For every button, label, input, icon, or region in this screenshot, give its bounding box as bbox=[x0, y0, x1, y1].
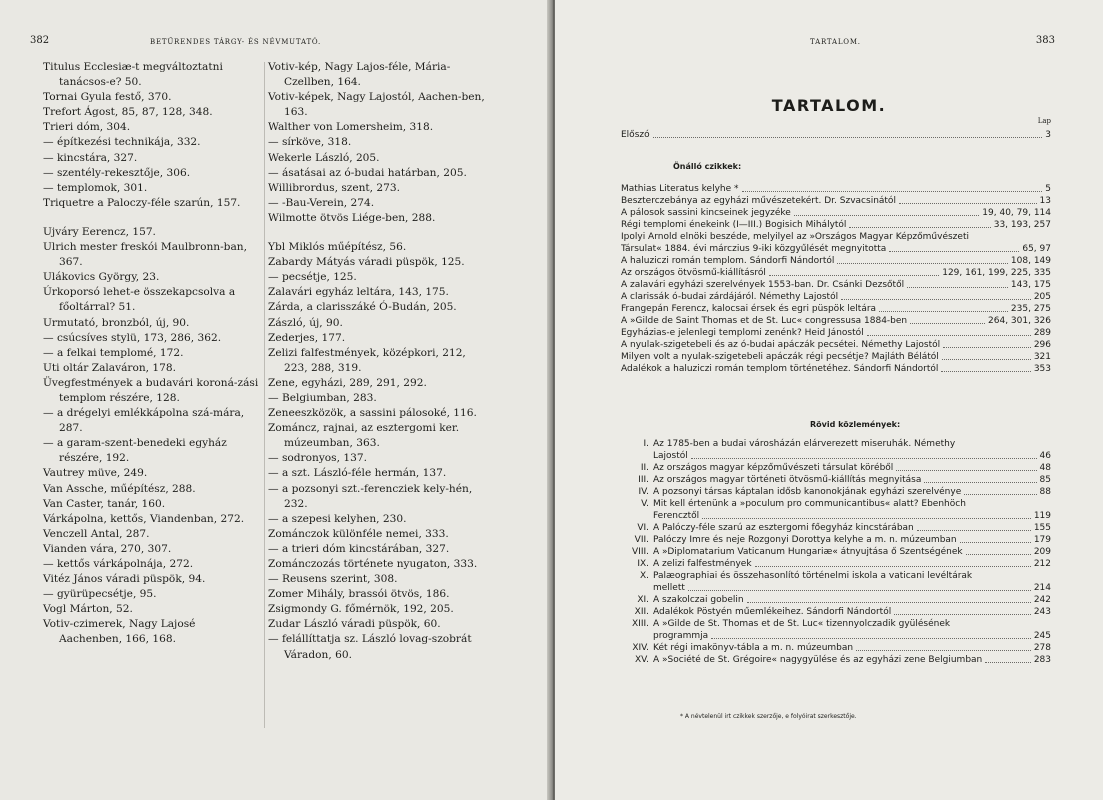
toc-entry-title: A zelizi falfestmények bbox=[653, 559, 752, 569]
toc-entry-page: 264, 301, 326 bbox=[988, 316, 1051, 326]
toc-entry-page: 212 bbox=[1033, 559, 1051, 569]
index-entry: Ulrich mester freskói Maulbronn-ban, 367. bbox=[43, 241, 247, 269]
toc-entry-title: Az országos ötvösmű-kiállításról bbox=[621, 268, 766, 278]
toc-short-entry bbox=[621, 642, 1051, 654]
toc-entry bbox=[621, 315, 1051, 327]
index-entry: Zederjes, 177. bbox=[268, 331, 346, 344]
toc-entry-title: A haluziczi román templom. Sándorfi Nándortól bbox=[621, 256, 835, 266]
index-entry: Zalavári egyház leltára, 143, 175. bbox=[268, 286, 449, 299]
toc-leader bbox=[964, 494, 1036, 495]
toc-entry bbox=[621, 195, 1051, 207]
index-entry: — felállíttatja sz. László lovag-szobrát Váradon, 60. bbox=[268, 633, 472, 661]
index-entry: Zsigmondy G. főmérnök, 192, 205. bbox=[268, 603, 454, 616]
toc-short-entry bbox=[621, 654, 1051, 666]
index-entry: — Reusens szerint, 308. bbox=[268, 573, 398, 586]
index-entry: Trefort Ágost, 85, 87, 128, 348. bbox=[43, 106, 213, 119]
toc-entry-title: A »Diplomatarium Vaticanum Hungariæ« átnyujtása ő Szentségének bbox=[653, 547, 963, 557]
toc-section-articles bbox=[621, 183, 1051, 375]
toc-entry-continuation: Lajostól bbox=[653, 451, 688, 461]
index-entry: Ujváry Eerencz, 157. bbox=[43, 225, 156, 238]
toc-entry-title: Két régi imakönyv-tábla a m. n. múzeumban bbox=[653, 643, 854, 653]
toc-entry bbox=[621, 129, 1051, 141]
toc-entry-title: Beszterczebánya az egyházi művészetekért. Dr. Szvacsinától bbox=[621, 196, 896, 206]
index-entry: Várkápolna, kettős, Viandenban, 272. bbox=[43, 512, 245, 525]
index-entry: Üvegfestmények a budavári koroná-zási templom részére, 128. bbox=[43, 376, 259, 404]
toc-short-entry bbox=[621, 618, 1051, 642]
roman-numeral: IV. bbox=[638, 487, 649, 497]
roman-numeral: XIV. bbox=[632, 643, 649, 653]
toc-leader bbox=[794, 215, 979, 216]
roman-numeral: X. bbox=[639, 571, 649, 581]
toc-leader bbox=[711, 638, 1031, 639]
index-entry: — csúcsíves stylü, 173, 286, 362. bbox=[43, 331, 222, 344]
toc-entry-page: 65, 97 bbox=[1022, 244, 1051, 254]
toc-entry bbox=[621, 279, 1051, 291]
toc-leader bbox=[896, 470, 1036, 471]
index-column-left bbox=[43, 60, 261, 648]
column-divider bbox=[264, 62, 265, 728]
index-entry: Úrkoporsó lehet-e összekapcsolva a főoltárral? 51. bbox=[43, 286, 236, 314]
toc-leader bbox=[943, 347, 1031, 348]
index-entry: Zománczok különféle nemei, 333. bbox=[268, 527, 449, 540]
running-head: TARTALOM. bbox=[810, 38, 861, 46]
roman-numeral: XIII. bbox=[632, 619, 649, 629]
roman-numeral: III. bbox=[638, 475, 649, 485]
index-entry: — a pozsonyi szt.-ferencziek kely-hén, 232. bbox=[268, 482, 473, 510]
index-entry: Vianden vára, 270, 307. bbox=[43, 542, 172, 555]
toc-section-short-notes bbox=[621, 438, 1051, 666]
index-entry: Zudar László váradi püspök, 60. bbox=[268, 618, 441, 631]
toc-entry-title: A »Gilde de St. Thomas et de St. Luc« tizennyolczadik gyülésének bbox=[653, 619, 951, 629]
toc-entry-page: 155 bbox=[1033, 523, 1051, 533]
index-column-right bbox=[268, 60, 486, 663]
roman-numeral: VII. bbox=[634, 535, 649, 545]
toc-entry-title: Társulat« 1884. évi márczius 9-iki közgyűlését megnyitotta bbox=[621, 244, 887, 254]
index-entry: — a trieri dóm kincstárában, 327. bbox=[268, 542, 450, 555]
toc-entry-page: 296 bbox=[1033, 340, 1051, 350]
toc-short-entry bbox=[621, 558, 1051, 570]
toc-entry-title: Az országos magyar történeti ötvösmű-kiállítás megnyitása bbox=[653, 475, 922, 485]
toc-short-entry bbox=[621, 534, 1051, 546]
toc-leader bbox=[755, 566, 1031, 567]
roman-numeral: VI. bbox=[637, 523, 649, 533]
toc-short-entry bbox=[621, 606, 1051, 618]
lap-label: Lap bbox=[1037, 117, 1051, 125]
index-entry: Uti oltár Zalaváron, 178. bbox=[43, 361, 176, 374]
index-entry: Trieri dóm, 304. bbox=[43, 121, 131, 134]
index-gap bbox=[268, 226, 486, 240]
roman-numeral: IX. bbox=[637, 559, 649, 569]
toc-leader bbox=[702, 518, 1031, 519]
toc-entry-page: 242 bbox=[1033, 595, 1051, 605]
toc-short-entry bbox=[621, 498, 1051, 522]
toc-entry bbox=[621, 327, 1051, 339]
roman-numeral: II. bbox=[640, 463, 649, 473]
roman-numeral: I. bbox=[643, 439, 649, 449]
toc-entry-page: 205 bbox=[1033, 292, 1051, 302]
toc-entry-page: 19, 40, 79, 114 bbox=[982, 208, 1051, 218]
index-entry: — pecsétje, 125. bbox=[268, 271, 357, 284]
index-entry: Votiv-kép, Nagy Lajos-féle, Mária-Czellben, 164. bbox=[268, 61, 451, 89]
right-page bbox=[555, 0, 1103, 800]
toc-entry-title: Az 1785-ben a budai városházán elárverezett miseruhák. Némethy bbox=[653, 439, 956, 449]
toc-entry-page: 283 bbox=[1033, 655, 1051, 665]
toc-entry-title: Palæographiai és összehasonlító történelmi iskola a vaticani levéltárak bbox=[653, 571, 973, 581]
index-entry: — szentély-rekesztője, 306. bbox=[43, 166, 191, 179]
toc-entry-page: 46 bbox=[1039, 451, 1051, 461]
toc-entry-page: 33, 193, 257 bbox=[993, 220, 1051, 230]
index-entry: Venczell Antal, 287. bbox=[43, 527, 150, 540]
index-entry: Votiv-képek, Nagy Lajostól, Aachen-ben, 163. bbox=[268, 91, 485, 119]
index-entry: Van Assche, műépítész, 288. bbox=[43, 482, 196, 495]
toc-entry bbox=[621, 219, 1051, 231]
index-entry: — sodronyos, 137. bbox=[268, 452, 367, 465]
toc-leader bbox=[867, 335, 1031, 336]
toc-entry-page: 119 bbox=[1033, 511, 1051, 521]
index-entry: Ybl Miklós műépítész, 56. bbox=[268, 241, 407, 254]
toc-short-entry bbox=[621, 570, 1051, 594]
index-entry: Walther von Lomersheim, 318. bbox=[268, 121, 434, 134]
page-number: 383 bbox=[1035, 35, 1055, 46]
index-entry: Wilmotte ötvös Liége-ben, 288. bbox=[268, 211, 436, 224]
toc-entry bbox=[621, 183, 1051, 195]
toc-leader bbox=[747, 602, 1031, 603]
toc-entry-page: 129, 161, 199, 225, 335 bbox=[942, 268, 1051, 278]
toc-leader bbox=[910, 323, 985, 324]
toc-short-entry bbox=[621, 474, 1051, 486]
toc-entry-page: 209 bbox=[1033, 547, 1051, 557]
toc-entry-title: A »Gilde de Saint Thomas et de St. Luc« congressusa 1884-ben bbox=[621, 316, 908, 326]
index-entry: Votiv-czimerek, Nagy Lajosé Aachenben, 166, 168. bbox=[43, 618, 196, 646]
index-entry: Zászló, új, 90. bbox=[268, 316, 343, 329]
toc-entry-page: 289 bbox=[1033, 328, 1051, 338]
index-entry: Van Caster, tanár, 160. bbox=[43, 497, 166, 510]
index-entry: Zománcz, rajnai, az esztergomi ker. múzeumban, 363. bbox=[268, 422, 460, 450]
toc-leader bbox=[894, 614, 1031, 615]
index-entry: — Belgiumban, 283. bbox=[268, 391, 377, 404]
toc-entry bbox=[621, 267, 1051, 279]
toc-entry-page: 235, 275 bbox=[1010, 304, 1051, 314]
index-entry: Vogl Márton, 52. bbox=[43, 603, 133, 616]
running-head: BETŰRENDES TÁRGY- ÉS NÉVMUTATÓ. bbox=[150, 38, 322, 46]
footnote: * A névtelenül irt czikkek szerzője, e folyóirat szerkesztője. bbox=[680, 713, 857, 720]
roman-numeral: VIII. bbox=[632, 547, 649, 557]
index-entry: — a garam-szent-benedeki egyház részére, 192. bbox=[43, 437, 227, 465]
index-entry: Willibrordus, szent, 273. bbox=[268, 181, 401, 194]
toc-entry-title: A Palóczy-féle szarú az esztergomi főegyház kincstárában bbox=[653, 523, 914, 533]
toc-entry-title: Régi templomi énekeink (I—III.) Bogisich Mihálytól bbox=[621, 220, 847, 230]
index-entry: — sírköve, 318. bbox=[268, 136, 352, 149]
toc-entry-title: A nyulak-szigetebeli és az ó-budai apáczák pecsétei. Némethy Lajostól bbox=[621, 340, 941, 350]
toc-short-entry bbox=[621, 546, 1051, 558]
index-entry: — gyürüpecsétje, 95. bbox=[43, 588, 157, 601]
toc-leader bbox=[889, 251, 1019, 252]
toc-leader bbox=[879, 311, 1008, 312]
toc-leader bbox=[942, 359, 1031, 360]
toc-entry bbox=[621, 231, 1051, 243]
roman-numeral: XII. bbox=[634, 607, 649, 617]
roman-numeral: XI. bbox=[637, 595, 649, 605]
toc-short-entry bbox=[621, 486, 1051, 498]
toc-entry bbox=[621, 363, 1051, 375]
toc-entry-page: 243 bbox=[1033, 607, 1051, 617]
toc-entry-continuation: mellett bbox=[653, 583, 685, 593]
toc-entry-title: A szakolczai gobelin bbox=[653, 595, 744, 605]
toc-entry-title: A »Société de St. Grégoire« nagygyülése és az egyházi zene Belgiumban bbox=[653, 655, 983, 665]
toc-leader bbox=[941, 371, 1030, 372]
toc-entry-page: 353 bbox=[1033, 364, 1051, 374]
index-entry: Tornai Gyula festő, 370. bbox=[43, 91, 172, 104]
toc-entry-title: Az országos magyar képzőművészeti társulat köréből bbox=[653, 463, 894, 473]
index-entry: Zabardy Mátyás váradi püspök, 125. bbox=[268, 256, 465, 269]
toc-entry-continuation: Ferencztől bbox=[653, 511, 700, 521]
toc-entry-page: 48 bbox=[1039, 463, 1051, 473]
toc-entry-title: Egyházias-e jelenlegi templomi zenénk? Heid Jánostól bbox=[621, 328, 864, 338]
toc-short-entry bbox=[621, 462, 1051, 474]
index-entry: — a felkai templomé, 172. bbox=[43, 346, 184, 359]
toc-short-entry bbox=[621, 438, 1051, 462]
index-entry: — ásatásai az ó-budai határban, 205. bbox=[268, 166, 467, 179]
index-entry: Urmutató, bronzból, új, 90. bbox=[43, 316, 190, 329]
toc-short-entry bbox=[621, 594, 1051, 606]
index-entry: — templomok, 301. bbox=[43, 181, 148, 194]
toc-entry bbox=[621, 291, 1051, 303]
toc-entry bbox=[621, 351, 1051, 363]
toc-entry-page: 245 bbox=[1033, 631, 1051, 641]
toc-entry bbox=[621, 243, 1051, 255]
toc-entry-page: 278 bbox=[1033, 643, 1051, 653]
toc-entry-page: 13 bbox=[1039, 196, 1051, 206]
toc-entry-page: 179 bbox=[1033, 535, 1051, 545]
toc-entry-page: 108, 149 bbox=[1010, 256, 1051, 266]
roman-numeral: XV. bbox=[634, 655, 649, 665]
toc-entry-page: 88 bbox=[1039, 487, 1051, 497]
page-title: TARTALOM. bbox=[771, 96, 887, 115]
toc-entry-title: Adalékok Pöstyén műemlékeihez. Sándorfi Nándortól bbox=[653, 607, 892, 617]
toc-leader bbox=[849, 227, 990, 228]
toc-leader bbox=[691, 458, 1037, 459]
toc-entry-page: 3 bbox=[1045, 130, 1051, 140]
index-entry: Zeneeszközök, a sassini pálosoké, 116. bbox=[268, 407, 477, 420]
section-heading: Rövid közlemények: bbox=[810, 420, 901, 429]
toc-entry-title: A clarissák ó-budai zárdájáról. Némethy Lajostól bbox=[621, 292, 839, 302]
index-entry: — a szt. László-féle hermán, 137. bbox=[268, 467, 447, 480]
toc-leader bbox=[841, 299, 1031, 300]
index-entry: — -Bau-Verein, 274. bbox=[268, 196, 375, 209]
toc-leader bbox=[924, 482, 1036, 483]
toc-entry-title: A zalavári egyházi szerelvények 1553-ban. Dr. Csánki Dezsőtől bbox=[621, 280, 905, 290]
index-gap bbox=[43, 211, 261, 225]
index-entry: Titulus Ecclesiæ-t megváltoztatni tanácsos-e? 50. bbox=[43, 61, 223, 89]
toc-leader bbox=[837, 263, 1008, 264]
index-entry: Triquetre a Paloczy-féle szarún, 157. bbox=[43, 196, 241, 209]
toc-entry-page: 143, 175 bbox=[1010, 280, 1051, 290]
section-heading: Önálló czikkek: bbox=[673, 162, 742, 171]
toc-leader bbox=[899, 203, 1037, 204]
toc-leader bbox=[907, 287, 1008, 288]
toc-entry-page: 214 bbox=[1033, 583, 1051, 593]
index-entry: Zománczozás története nyugaton, 333. bbox=[268, 558, 478, 570]
index-entry: — építkezési technikája, 332. bbox=[43, 136, 201, 149]
index-entry: Zomer Mihály, brassói ötvös, 186. bbox=[268, 588, 450, 601]
toc-entry-title: Adalékok a haluziczi román templom történetéhez. Sándorfi Nándortól bbox=[621, 364, 939, 374]
index-entry: Vautrey müve, 249. bbox=[43, 467, 148, 480]
toc-entry-title: Mit kell értenünk a »poculum pro communicantibus« alatt? Ebenhöch bbox=[653, 499, 966, 509]
roman-numeral: V. bbox=[641, 499, 649, 509]
toc-entry-title: Frangepán Ferencz, kalocsai érsek és egri püspök leltára bbox=[621, 304, 877, 314]
toc-entry bbox=[621, 207, 1051, 219]
toc-entry-title: Milyen volt a nyulak-szigetebeli apáczák régi pecsétje? Majláth Bélától bbox=[621, 352, 939, 362]
toc-leader bbox=[653, 137, 1043, 138]
index-entry: — kincstára, 327. bbox=[43, 151, 138, 164]
toc-entry-continuation: programmja bbox=[653, 631, 709, 641]
toc-leader bbox=[769, 275, 939, 276]
toc-entry bbox=[621, 255, 1051, 267]
toc-entry-title: Mathias Literatus kelyhe * bbox=[621, 184, 739, 194]
page-number: 382 bbox=[30, 35, 50, 46]
toc-entry-title: A pálosok sassini kincseinek jegyzéke bbox=[621, 208, 791, 218]
index-entry: Vitéz János váradi püspök, 94. bbox=[43, 573, 206, 586]
toc-leader bbox=[960, 542, 1031, 543]
index-entry: Ulákovics György, 23. bbox=[43, 271, 160, 284]
index-entry: Zelizi falfestmények, középkori, 212, 223, 288, 319. bbox=[268, 346, 466, 374]
toc-entry-page: 85 bbox=[1039, 475, 1051, 485]
toc-entry bbox=[621, 339, 1051, 351]
toc-leader bbox=[966, 554, 1031, 555]
toc-short-entry bbox=[621, 522, 1051, 534]
index-entry: — a szepesi kelyhen, 230. bbox=[268, 512, 407, 525]
index-entry: Zárda, a clarisszáké Ó-Budán, 205. bbox=[268, 301, 457, 314]
toc-entry-title: Ipolyi Arnold elnöki beszéde, melyilyel az »Országos Magyar Képzőművészeti bbox=[621, 232, 969, 242]
toc-leader bbox=[917, 530, 1031, 531]
toc-leader bbox=[688, 590, 1031, 591]
toc-entry-title: Palóczy Imre és neje Rozgonyi Dorottya kelyhe a m. n. múzeumban bbox=[653, 535, 957, 545]
index-entry: — kettős várkápolnája, 272. bbox=[43, 558, 194, 570]
toc-entry-title: Előszó bbox=[621, 130, 650, 140]
toc-leader bbox=[985, 662, 1031, 663]
toc-entry-page: 321 bbox=[1033, 352, 1051, 362]
toc-entry-page: 5 bbox=[1045, 184, 1051, 194]
toc-leader bbox=[742, 191, 1043, 192]
toc-leader bbox=[856, 650, 1031, 651]
toc-entry-title: A pozsonyi társas káptalan idősb kanonokjának egyházi szerelvénye bbox=[653, 487, 962, 497]
index-entry: — a drégelyi emlékkápolna szá-mára, 287. bbox=[43, 407, 245, 435]
index-entry: Zene, egyházi, 289, 291, 292. bbox=[268, 376, 427, 389]
index-entry: Wekerle László, 205. bbox=[268, 151, 380, 164]
toc-entry bbox=[621, 303, 1051, 315]
